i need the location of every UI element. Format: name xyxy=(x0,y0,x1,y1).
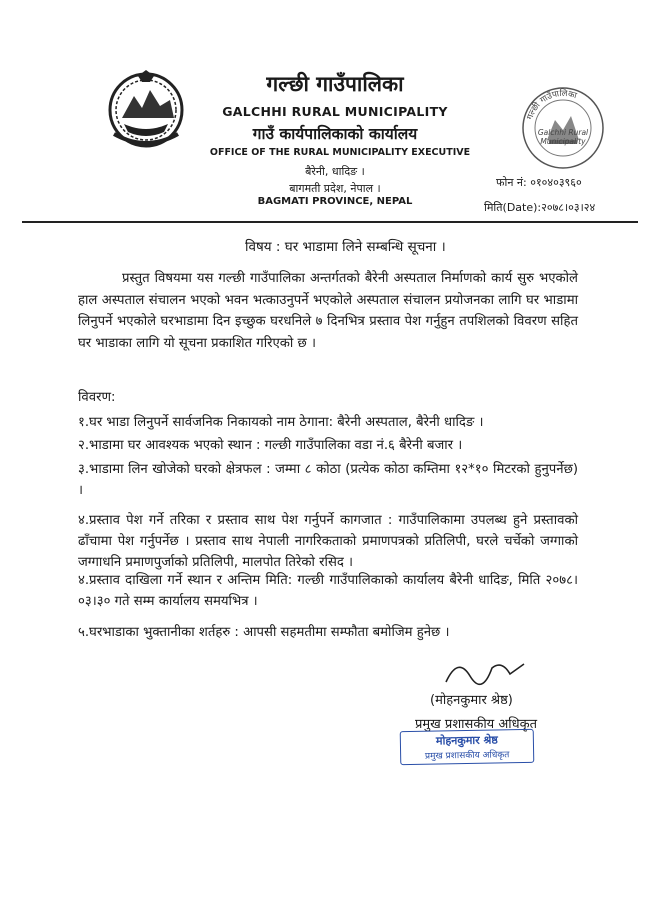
list-item: १.घर भाडा लिनुपर्ने सार्वजनिक निकायको नाम ठेगाना: बैरेनी अस्पताल, बैरेनी धादिङ । xyxy=(78,415,484,430)
list-item: ४.प्रस्ताव पेश गर्ने तरिका र प्रस्ताव साथ पेश गर्नुपर्ने कागजात : गाउँपालिकामा उपलब्ध हुने प्रस्तावको ढाँचामा पेश गर्नुपर्नेछ । प्रस्ताव साथ नेपाली नागरिकताको प्रमाणपत्रको प्रतिलिपी, घरले चर्चेको जग्गाको जग्गाधनि प्रमाणपुर्जाको प्रतिलिपी, मालपोत तिरेको रसिद । xyxy=(78,513,578,570)
stamp-designation: प्रमुख प्रशासकीय अधिकृत xyxy=(424,750,510,762)
list-item: ४.प्रस्ताव दाखिला गर्ने स्थान र अन्तिम मिति: गल्छी गाउँपालिकाको कार्यालय बैरेनी धादिङ, मिति २०७८।०३।३० गते सम्म कार्यालय समयभित्र । xyxy=(78,573,578,609)
signatory-name: (मोहनकुमार श्रेष्ठ) xyxy=(430,693,513,708)
nepal-emblem-logo xyxy=(104,68,188,150)
official-stamp xyxy=(400,729,535,765)
phone-number: फोन नं: ०१०४०३९६० xyxy=(496,176,582,189)
details-label: विवरण: xyxy=(78,390,116,405)
address-ne-2: बागमती प्रदेश, नेपाल । xyxy=(289,182,381,195)
handwritten-signature xyxy=(440,652,530,692)
office-title-ne: गाउँ कार्यपालिकाको कार्यालय xyxy=(252,125,418,143)
stamp-name: मोहनकुमार श्रेष्ठ xyxy=(435,733,498,748)
intro-paragraph: प्रस्तुत विषयमा यस गल्छी गाउँपालिका अन्तर्गतको बैरेनी अस्पताल निर्माणको कार्य सुरु भएकोले हाल अस्पताल संचालन भएको भवन भत्काउनुपर्ने भएकोले अस्पताल संचालन प्रयोजनका लागि घर भाडामा लिनुपर्ने भएकोले घरभाडामा दिन इच्छुक घरधनिले ७ दिनभित्र प्रस्ताव पेश गर्नुहुन तपशिलको विवरण सहित घर भाडाका लागि यो सूचना प्रकाशित गरिएको छ । xyxy=(78,271,578,351)
municipality-title-en: GALCHHI RURAL MUNICIPALITY xyxy=(222,104,448,119)
header-divider xyxy=(22,221,638,223)
municipality-title-ne: गल्छी गाउँपालिका xyxy=(266,72,404,96)
document-date: मिति(Date):२०७८।०३।२४ xyxy=(484,201,596,214)
list-item: ५.घरभाडाका भुक्तानीका शर्तहरु : आपसी सहमतीमा सम्फौता बमोजिम हुनेछ । xyxy=(78,625,450,640)
list-item: २.भाडामा घर आवश्यक भएको स्थान : गल्छी गाउँपालिका वडा नं.६ बैरेनी बजार । xyxy=(78,438,463,453)
subject-line: विषय : घर भाडामा लिने सम्बन्धि सूचना । xyxy=(245,239,446,255)
list-item: ३.भाडामा लिन खोजेको घरको क्षेत्रफल : जम्मा ८ कोठा (प्रत्येक कोठा कम्तिमा १२*१० मिटरको हुनुपर्नेछ) । xyxy=(78,462,578,498)
svg-text:गल्छी गाउँपालिका xyxy=(525,88,578,121)
seal-arc-text: गल्छी गाउँपालिका xyxy=(525,88,578,122)
seal-caption: Galchhi Rural Municipality xyxy=(537,128,589,146)
signatory-designation: प्रमुख प्रशासकीय अधिकृत xyxy=(415,717,538,732)
address-ne-1: बैरेनी, धादिङ । xyxy=(305,165,365,178)
address-en: BAGMATI PROVINCE, NEPAL xyxy=(257,196,413,207)
office-title-en: OFFICE OF THE RURAL MUNICIPALITY EXECUTIVE xyxy=(209,147,471,158)
